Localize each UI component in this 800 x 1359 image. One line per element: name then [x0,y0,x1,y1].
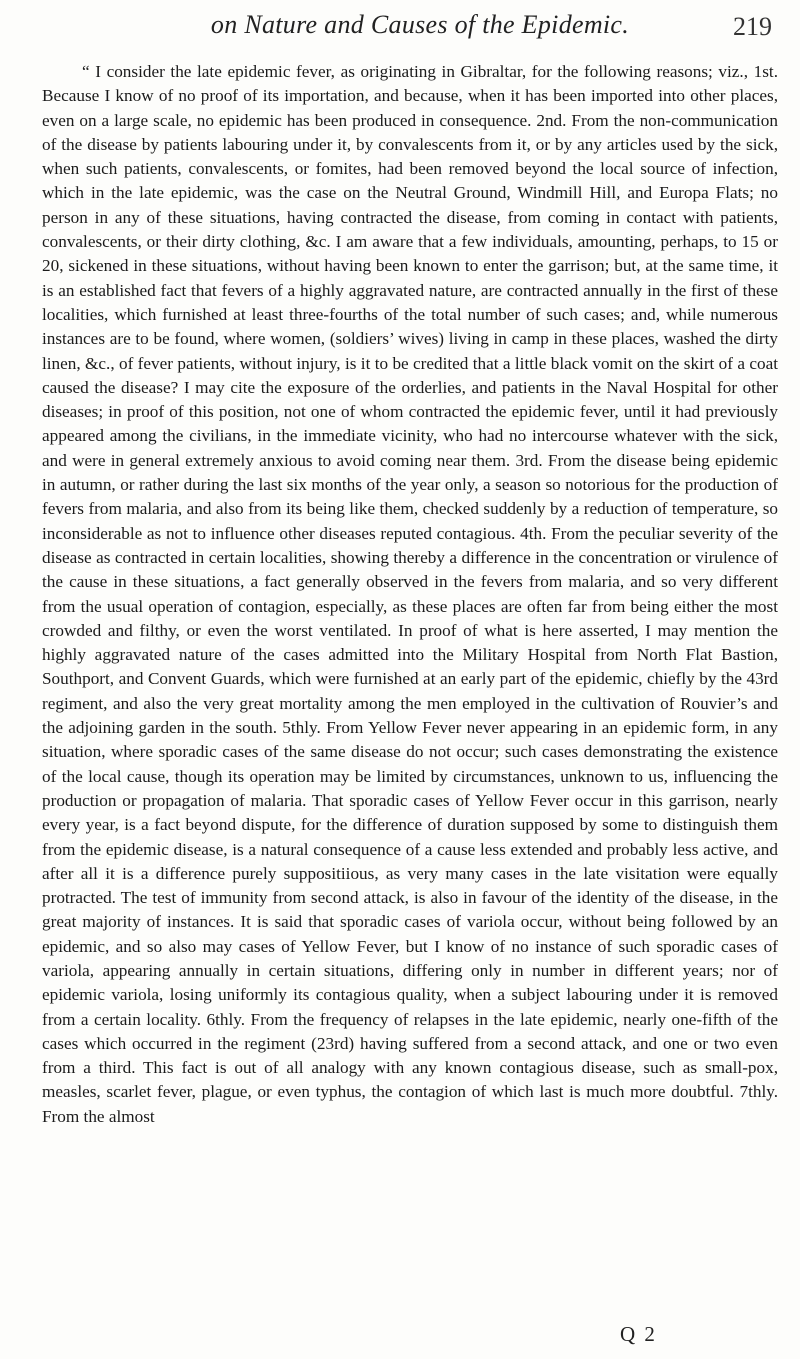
page-number: 219 [733,12,772,41]
running-title: on Nature and Causes of the Epidemic. [210,10,630,39]
body-paragraph: “ I consider the late epidemic fever, as originating in Gibraltar, for the following reasons; viz., 1st. Because I know of no proof of its importation, and because, when it has been imported into other places, even on a large scale, no epidemic has been produced in consequence. 2nd. From the non-communication of the disease by patients labouring under it, by convalescents from it, or by any articles used by the sick, when such patients, convalescents, or fomites, had been removed beyond the local source of infection, which in the late epidemic, was the case on the Neutral Ground, Windmill Hill, and Europa Flats; no person in any of these situations, having contracted the disease, from coming in contact with patients, convalescents, or their dirty clothing, &c. I am aware that a few individuals, amounting, perhaps, to 15 or 20, sickened in these situations, without having been known to enter the garrison; but, at the same time, it is an established fact that fevers of a highly aggravated nature, are contracted annually in the first of these localities, which furnished at least three-fourths of the total number of such cases; and, while numerous instances are to be found, where women, (soldiers’ wives) living in camp in these places, washed the dirty linen, &c., of fever patients, without injury, is it to be credited that a little black vomit on the skirt of a coat caused the disease? I may cite the exposure of the orderlies, and patients in the Naval Hospital for other diseases; in proof of this position, not one of whom contracted the epidemic fever, until it had previously appeared among the civilians, in the immediate vicinity, who had no intercourse whatever with the sick, and were in general extremely anxious to avoid coming near them. 3rd. From the disease being epidemic in autumn, or rather during the last six months of the year only, a season so notorious for the production of fevers from malaria, and also from its being like them, checked suddenly by a reduction of temperature, so inconsiderable as not to influence other diseases reputed contagious. 4th. From the peculiar severity of the disease as contracted in certain localities, showing thereby a difference in the concentration or virulence of the cause in these situations, a fact generally observed in the fevers from malaria, and so very different from the usual operation of contagion, especially, as these places are often far from being either the most crowded and filthy, or even the worst ventilated. In proof of what is here asserted, I may mention the highly aggravated nature of the cases admitted into the Military Hospital from North Flat Bastion, Southport, and Convent Guards, which were furnished at an early part of the epidemic, chiefly by the 43rd regiment, and also the very great mortality among the men employed in the cultivation of Rouvier’s and the adjoining garden in the south. 5thly. From Yellow Fever never appearing in an epidemic form, in any situation, where sporadic cases of the same disease do not occur; such cases demonstrating the existence of the local cause, though its operation may be limited by circumstances, unknown to us, influencing the production or propagation of malaria. That sporadic cases of Yellow Fever occur in this garrison, nearly every year, is a fact beyond dispute, for the difference of duration supposed by some to distinguish them from the epidemic disease, is a natural consequence of a cause less extended and probably less active, and after all it is a difference purely suppositiious, as very many cases in the late visitation were equally protracted. The test of immunity from second attack, is also in favour of the identity of the disease, in the great majority of instances. It is said that sporadic cases of variola occur, without being followed by an epidemic, and so also may cases of Yellow Fever, but I know of no instance of such sporadic cases of variola, appearing annually in certain situations, differing only in number in different years; nor of epidemic variola, losing uniformly its contagious quality, when a subject labouring under it is removed from a certain locality. 6thly. From the frequency of relapses in the late epidemic, nearly one-fifth of the cases which occurred in the regiment (23rd) having suffered from a second attack, and one or two even from a third. This fact is out of all analogy with any known contagious disease, such as small-pox, measles, scarlet fever, plague, or even typhus, the contagion of which last is much more doubtful. 7thly. From the almost [42,62,778,1126]
signature-mark: Q 2 [620,1322,657,1346]
